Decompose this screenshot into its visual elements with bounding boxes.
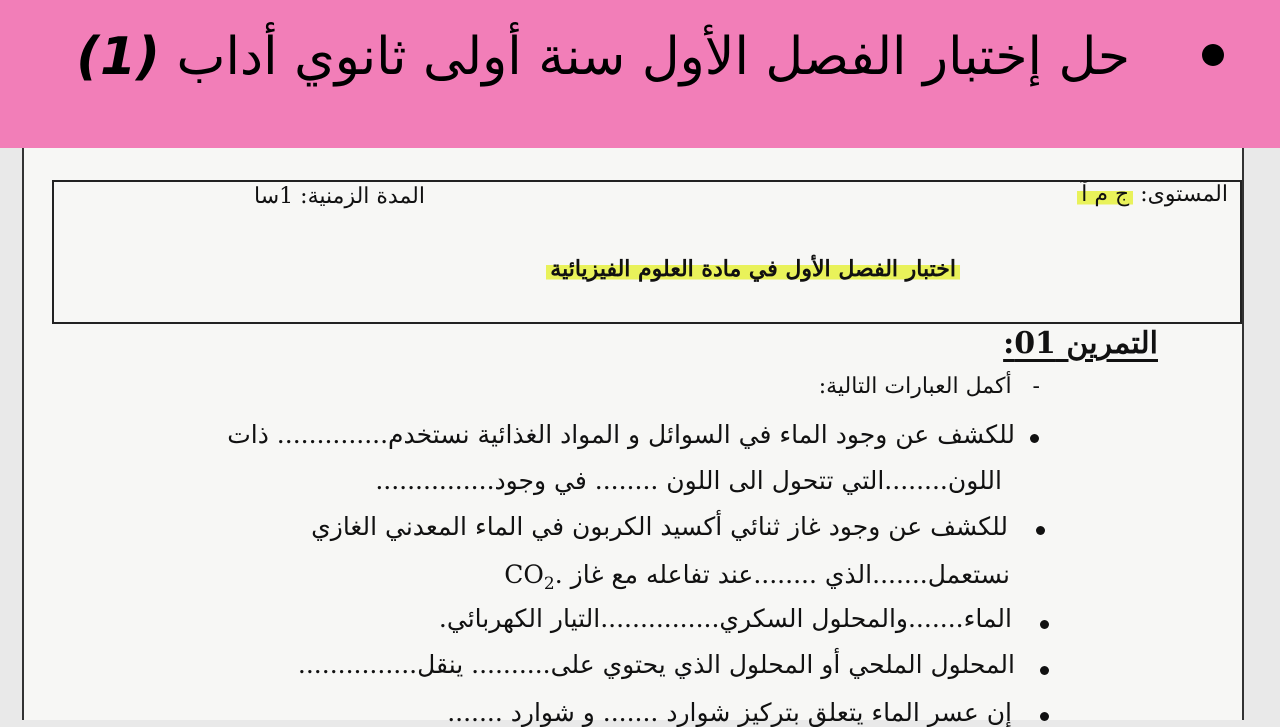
exam-title: [546, 256, 960, 282]
level-field: [1077, 182, 1228, 207]
item-1-line-2: اللون........التي تتحول الى اللون ........ في وجود...............: [375, 466, 1002, 495]
instruction-dash: -: [1011, 374, 1040, 399]
exam-title-text: اختبار الفصل الأول في مادة العلوم الفيزيائية: [546, 256, 960, 282]
item-2-line-2: [504, 560, 1010, 594]
exercise-title: التمرين 01:: [1003, 326, 1158, 361]
co2-formula: $CO_2$.: [504, 560, 563, 594]
item-5-line-1: إن عسر الماء يتعلق بتركيز شوارد ....... و شوارد .......: [447, 698, 1012, 727]
instruction-text: أكمل العبارات التالية:: [818, 374, 1012, 399]
formula-base: CO: [504, 560, 544, 589]
formula-subscript: 2: [543, 574, 555, 594]
title-banner: [0, 0, 1280, 148]
bullet-icon: [1202, 44, 1224, 66]
item-4-line-1: المحلول الملحي أو المحلول الذي يحتوي على.......... ينقل...............: [297, 650, 1015, 679]
duration-label: المدة الزمنية:: [300, 184, 425, 209]
bullet-icon: [1036, 526, 1045, 535]
duration-value: 1سا: [254, 184, 294, 209]
level-value: ج م آ: [1077, 182, 1133, 207]
bullet-icon: [1040, 620, 1049, 629]
banner-number: (1): [76, 27, 160, 87]
exam-header-box: [52, 180, 1242, 324]
bullet-icon: [1040, 666, 1049, 675]
item-2-line-2-text: نستعمل.......الذي ........عند تفاعله مع غاز: [570, 560, 1010, 589]
bullet-icon: [1030, 434, 1039, 443]
item-1-line-1: للكشف عن وجود الماء في السوائل و المواد الغذائية نستخدم.............. ذات: [227, 420, 1015, 449]
item-3-line-1: الماء.......والمحلول السكري...............التيار الكهربائي.: [438, 604, 1012, 633]
item-2-line-1: للكشف عن وجود غاز ثنائي أكسيد الكربون في الماء المعدني الغازي: [311, 512, 1008, 541]
banner-title-text: حل إختبار الفصل الأول سنة أولى ثانوي أداب: [176, 27, 1130, 87]
exercise-instruction: [819, 374, 1040, 399]
duration-field: [254, 184, 425, 209]
banner-title: [76, 22, 1130, 92]
level-label: المستوى:: [1140, 182, 1228, 207]
